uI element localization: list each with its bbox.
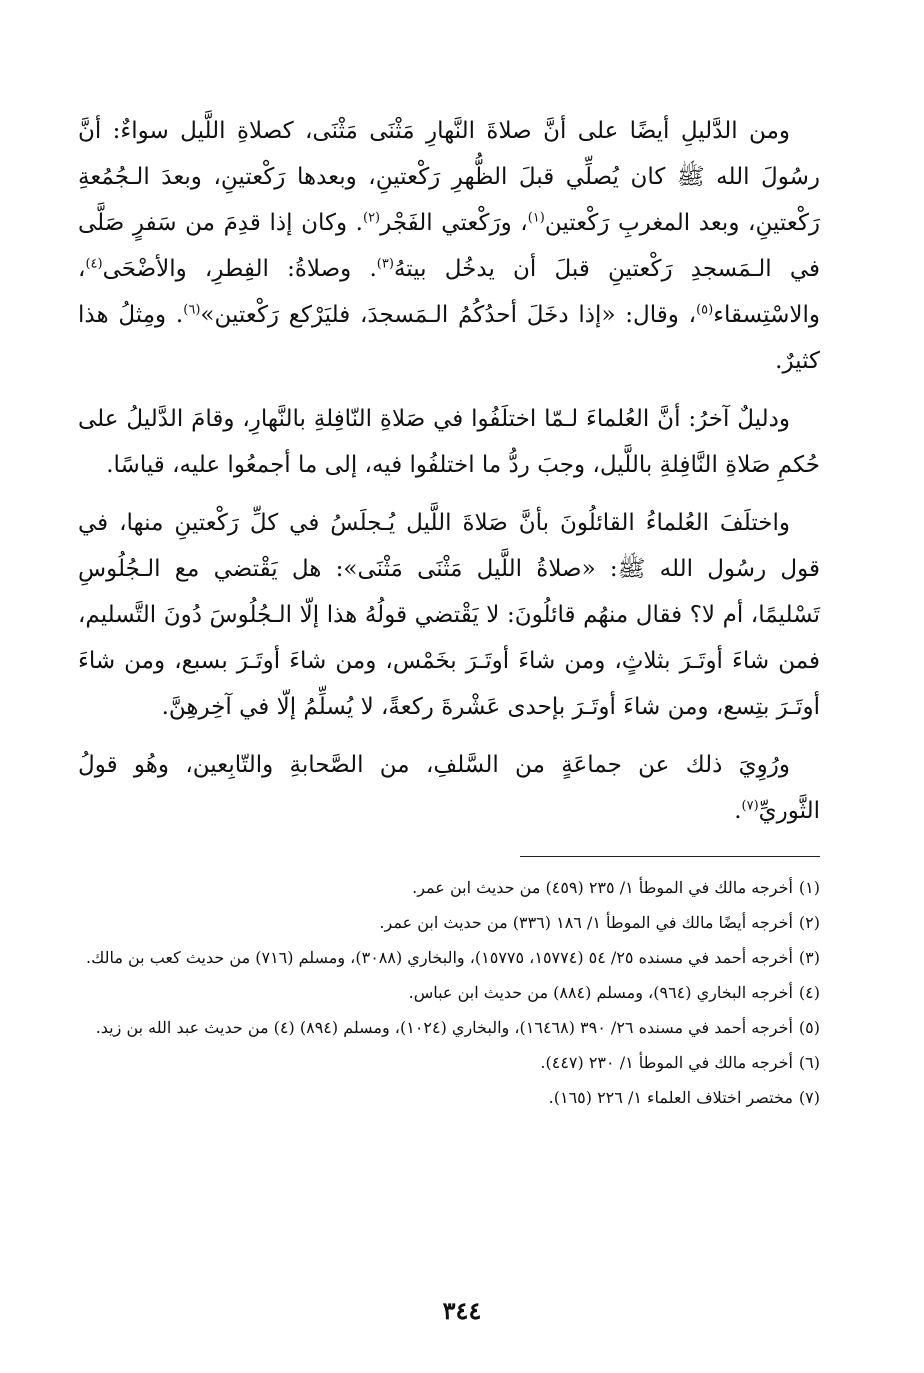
text-run: ورُوِيَ ذلك عن جماعَةٍ من السَّلفِ، من الصَّحابةِ والتّابِعين، وهُو قولُ الثَّوريِّ (78, 752, 820, 824)
footnote-item (78, 1083, 820, 1112)
footnote-text: أخرجه مالك في الموطأ ١/ ٢٣٥ (٤٥٩) من حديث ابن عمر. (412, 878, 793, 897)
footnote-number: (١) (798, 878, 820, 897)
footnote-number: (٣) (798, 948, 820, 967)
footnote-marker[interactable]: (٥) (696, 302, 714, 318)
footnote-number: (٥) (798, 1018, 820, 1037)
footnote-marker[interactable]: (٧) (741, 798, 759, 814)
footnote-item (78, 978, 820, 1007)
footnote-text: مختصر اختلاف العلماء ١/ ٢٢٦ (١٦٥). (548, 1088, 793, 1107)
footnote-marker[interactable]: (١) (527, 210, 545, 226)
text-run: . وكان إذا قدِمَ من سَفرٍ صَلَّى في الـمَسجدِ رَكْعتينِ قبلَ أن يدخُل بيتهُ (78, 210, 820, 282)
footnote-number: (٢) (798, 913, 820, 932)
text-run: ، وقال: «إذا دخَلَ أحدُكُمُ الـمَسجدَ، فليَرْكع رَكْعتين» (200, 302, 697, 328)
footnote-marker[interactable]: (٦) (183, 302, 201, 318)
footnote-divider (520, 856, 820, 857)
footnotes (78, 873, 820, 1112)
text-run: . ومِثلُ هذا كثيرٌ. (78, 302, 820, 374)
text-run: . وصلاةُ: الفِطرِ، والأضْحَى (102, 256, 377, 282)
text-run: ، والاسْتِسقاء (78, 256, 821, 328)
footnote-text: أخرجه أيضًا مالك في الموطأ ١/ ١٨٦ (٣٣٦) من حديث ابن عمر. (379, 913, 793, 932)
footnote-text: أخرجه أحمد في مسنده ٢٦/ ٣٩٠ (١٦٤٦٨)، والبخاري (١٠٢٤)، ومسلم (٨٩٤) (٤) من حديث عبد الله بن زيد. (95, 1018, 793, 1037)
footnote-text: أخرجه مالك في الموطأ ١/ ٢٣٠ (٤٤٧). (540, 1053, 793, 1072)
footnote-number: (٧) (798, 1088, 820, 1107)
footnote-text: أخرجه البخاري (٩٦٤)، ومسلم (٨٨٤) من حديث ابن عباس. (408, 983, 793, 1002)
footnote-number: (٤) (798, 983, 820, 1002)
paragraph (78, 108, 820, 384)
text-run: ودليلٌ آخرُ: أنَّ العُلماءَ لـمّا اختلَفُوا في صَلاةِ النّافِلةِ بالنَّهارِ، وقامَ الدَّليلُ على حُكمِ صَلاةِ النَّافِلةِ باللَّيل، وجبَ ردُّ ما اختلفُوا فيه، إلى ما أجمعُوا عليه، قياسًا. (78, 406, 820, 478)
footnote-number: (٦) (798, 1053, 820, 1072)
footnote-marker[interactable]: (٢) (362, 210, 381, 226)
footnote-item (78, 873, 820, 902)
text-run: واختلَفَ العُلماءُ القائلُونَ بأنَّ صَلاةَ اللَّيل يُـجلَسُ في كلِّ رَكْعتينِ منها، في قول رسُول الله ﷺ: «صلاةُ اللَّيل مَثْنَى مَثْنَى»: هل يَقْتضي مع الـجُلُوسِ تَسْليمًا، أم لا؟ فقال منهُم قائلُونَ: لا يَقْتضي قولُهُ هذا إلّا الـجُلُوسَ دُونَ التَّسليم، فمن شاءَ أوتَـرَ بثلاثٍ، ومن شاءَ أوتَـرَ بخَمْس، ومن شاءَ أوتَـرَ بسبع، ومن شاءَ أوتَـرَ بتِسع، ومن شاءَ أوتَـرَ بإحدى عَشْرةَ ركعةً، لا يُسلِّمُ إلّا في آخِرهِنَّ. (78, 510, 821, 720)
text-run: . (734, 798, 742, 824)
text-run: ، ورَكْعتي الفَجْر (380, 210, 528, 236)
footnote-item (78, 1013, 820, 1042)
page-content (78, 108, 820, 1118)
text-run: ومن الدَّليلِ أيضًا على أنَّ صلاةَ النَّهارِ مَثْنَى مَثْنَى، كصلاةِ اللَّيل سواءٌ: أنَّ رسُولَ الله ﷺ كان يُصلِّي قبلَ الظُّهرِ رَكْعتينِ، وبعدها رَكْعتينِ، وبعدَ الـجُمُعةِ رَكْعتينِ، وبعد المغربِ رَكْعتين (78, 118, 820, 236)
footnote-text: أخرجه أحمد في مسنده ٢٥/ ٥٤ (١٥٧٧٤، ١٥٧٧٥)، والبخاري (٣٠٨٨)، ومسلم (٧١٦) من حديث كعب بن مالك. (86, 948, 793, 967)
main-text (78, 108, 820, 834)
paragraph (78, 396, 820, 488)
paragraph (78, 742, 820, 834)
footnote-item (78, 1048, 820, 1077)
footnote-item (78, 943, 820, 972)
paragraph (78, 500, 820, 730)
footnote-item (78, 908, 820, 937)
footnote-marker[interactable]: (٤) (85, 256, 103, 272)
page-number: ٣٤٤ (442, 1296, 482, 1325)
footnote-marker[interactable]: (٣) (376, 256, 394, 272)
